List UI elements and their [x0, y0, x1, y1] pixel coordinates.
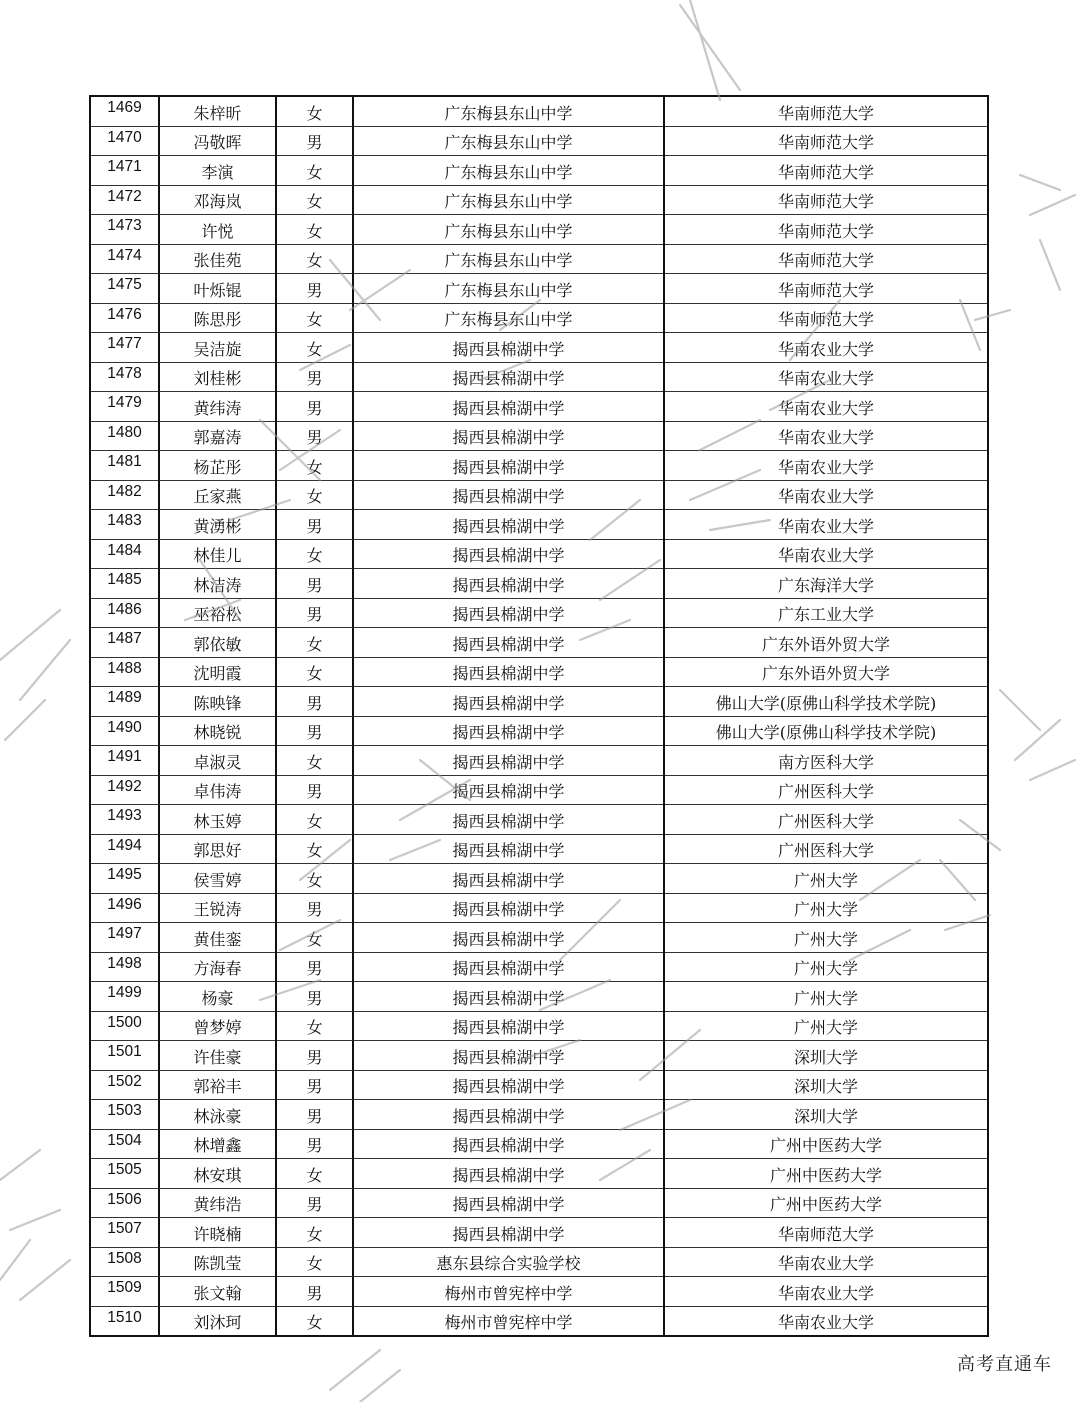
high-school: 揭西县棉湖中学: [353, 1159, 664, 1189]
row-number: 1505: [90, 1159, 159, 1189]
table-row: [90, 215, 988, 245]
high-school: 广东梅县东山中学: [353, 274, 664, 304]
student-gender: 女: [276, 480, 353, 510]
row-number: 1488: [90, 657, 159, 687]
table-row: [90, 687, 988, 717]
student-name: 许悦: [159, 215, 276, 245]
student-name: 丘家燕: [159, 480, 276, 510]
high-school: 揭西县棉湖中学: [353, 834, 664, 864]
student-gender: 男: [276, 775, 353, 805]
student-name: 林洁涛: [159, 569, 276, 599]
student-gender: 男: [276, 716, 353, 746]
student-name: 吴洁旋: [159, 333, 276, 363]
student-name: 林玉婷: [159, 805, 276, 835]
high-school: 揭西县棉湖中学: [353, 952, 664, 982]
student-gender: 男: [276, 1188, 353, 1218]
table-row: [90, 510, 988, 540]
row-number: 1483: [90, 510, 159, 540]
student-name: 林增鑫: [159, 1129, 276, 1159]
student-name: 张佳苑: [159, 244, 276, 274]
admitted-university: 深圳大学: [664, 1100, 988, 1130]
student-name: 王锐涛: [159, 893, 276, 923]
row-number: 1500: [90, 1011, 159, 1041]
table-row: [90, 1159, 988, 1189]
table-row: [90, 1011, 988, 1041]
row-number: 1470: [90, 126, 159, 156]
high-school: 广东梅县东山中学: [353, 185, 664, 215]
row-number: 1489: [90, 687, 159, 717]
row-number: 1498: [90, 952, 159, 982]
table-row: [90, 923, 988, 953]
student-gender: 女: [276, 156, 353, 186]
admitted-university: 广州中医药大学: [664, 1159, 988, 1189]
admitted-university: 华南师范大学: [664, 274, 988, 304]
admitted-university: 华南师范大学: [664, 215, 988, 245]
student-gender: 男: [276, 362, 353, 392]
admitted-university: 广州大学: [664, 923, 988, 953]
student-gender: 女: [276, 215, 353, 245]
student-gender: 男: [276, 1129, 353, 1159]
student-name: 郭裕丰: [159, 1070, 276, 1100]
student-name: 刘沐珂: [159, 1306, 276, 1336]
table-row: [90, 1129, 988, 1159]
table-row: [90, 480, 988, 510]
student-name: 刘桂彬: [159, 362, 276, 392]
row-number: 1478: [90, 362, 159, 392]
high-school: 揭西县棉湖中学: [353, 628, 664, 658]
high-school: 广东梅县东山中学: [353, 156, 664, 186]
student-name: 黄佳銮: [159, 923, 276, 953]
student-gender: 女: [276, 805, 353, 835]
table-row: [90, 539, 988, 569]
table-row: [90, 657, 988, 687]
table-row: [90, 1306, 988, 1336]
row-number: 1485: [90, 569, 159, 599]
student-gender: 男: [276, 893, 353, 923]
table-row: [90, 126, 988, 156]
row-number: 1506: [90, 1188, 159, 1218]
admitted-university: 华南农业大学: [664, 1306, 988, 1336]
row-number: 1469: [90, 96, 159, 126]
admitted-university: 佛山大学(原佛山科学技术学院): [664, 716, 988, 746]
high-school: 揭西县棉湖中学: [353, 982, 664, 1012]
student-gender: 男: [276, 569, 353, 599]
row-number: 1479: [90, 392, 159, 422]
student-name: 许佳豪: [159, 1041, 276, 1071]
student-name: 李演: [159, 156, 276, 186]
admitted-university: 广东工业大学: [664, 598, 988, 628]
student-gender: 男: [276, 1041, 353, 1071]
student-gender: 女: [276, 864, 353, 894]
admitted-university: 广州医科大学: [664, 805, 988, 835]
high-school: 揭西县棉湖中学: [353, 1011, 664, 1041]
admitted-university: 广州大学: [664, 893, 988, 923]
high-school: 揭西县棉湖中学: [353, 775, 664, 805]
high-school: 广东梅县东山中学: [353, 215, 664, 245]
admitted-university: 广东外语外贸大学: [664, 657, 988, 687]
row-number: 1494: [90, 834, 159, 864]
student-name: 陈凯莹: [159, 1247, 276, 1277]
admitted-university: 华南农业大学: [664, 1247, 988, 1277]
row-number: 1507: [90, 1218, 159, 1248]
student-gender: 男: [276, 421, 353, 451]
high-school: 揭西县棉湖中学: [353, 333, 664, 363]
student-name: 卓伟涛: [159, 775, 276, 805]
high-school: 揭西县棉湖中学: [353, 451, 664, 481]
student-gender: 女: [276, 1218, 353, 1248]
row-number: 1501: [90, 1041, 159, 1071]
admitted-university: 广州大学: [664, 864, 988, 894]
admitted-university: 华南农业大学: [664, 510, 988, 540]
student-gender: 女: [276, 1306, 353, 1336]
student-name: 郭嘉涛: [159, 421, 276, 451]
table-row: [90, 893, 988, 923]
table-row: [90, 628, 988, 658]
student-gender: 男: [276, 982, 353, 1012]
student-gender: 女: [276, 96, 353, 126]
row-number: 1490: [90, 716, 159, 746]
admitted-university: 广东海洋大学: [664, 569, 988, 599]
student-gender: 男: [276, 510, 353, 540]
admitted-university: 华南师范大学: [664, 185, 988, 215]
high-school: 揭西县棉湖中学: [353, 746, 664, 776]
student-gender: 女: [276, 303, 353, 333]
high-school: 揭西县棉湖中学: [353, 1129, 664, 1159]
row-number: 1476: [90, 303, 159, 333]
row-number: 1480: [90, 421, 159, 451]
student-gender: 女: [276, 1247, 353, 1277]
admitted-university: 华南农业大学: [664, 451, 988, 481]
admitted-university: 华南农业大学: [664, 421, 988, 451]
high-school: 揭西县棉湖中学: [353, 805, 664, 835]
admitted-university: 华南师范大学: [664, 126, 988, 156]
table-row: [90, 864, 988, 894]
high-school: 揭西县棉湖中学: [353, 539, 664, 569]
student-gender: 女: [276, 451, 353, 481]
high-school: 揭西县棉湖中学: [353, 1041, 664, 1071]
row-number: 1477: [90, 333, 159, 363]
table-row: [90, 805, 988, 835]
row-number: 1472: [90, 185, 159, 215]
student-name: 巫裕松: [159, 598, 276, 628]
table-row: [90, 982, 988, 1012]
student-name: 郭思好: [159, 834, 276, 864]
student-gender: 男: [276, 687, 353, 717]
table-row: [90, 451, 988, 481]
high-school: 揭西县棉湖中学: [353, 687, 664, 717]
student-name: 黄湧彬: [159, 510, 276, 540]
student-gender: 男: [276, 598, 353, 628]
student-name: 沈明霞: [159, 657, 276, 687]
high-school: 广东梅县东山中学: [353, 96, 664, 126]
student-name: 曾梦婷: [159, 1011, 276, 1041]
student-gender: 女: [276, 628, 353, 658]
high-school: 揭西县棉湖中学: [353, 421, 664, 451]
table-row: [90, 244, 988, 274]
admitted-university: 广州大学: [664, 982, 988, 1012]
high-school: 广东梅县东山中学: [353, 244, 664, 274]
student-name: 朱梓昕: [159, 96, 276, 126]
row-number: 1510: [90, 1306, 159, 1336]
high-school: 揭西县棉湖中学: [353, 362, 664, 392]
student-gender: 女: [276, 185, 353, 215]
student-name: 陈思彤: [159, 303, 276, 333]
admitted-university: 南方医科大学: [664, 746, 988, 776]
student-name: 林晓锐: [159, 716, 276, 746]
row-number: 1509: [90, 1277, 159, 1307]
admitted-university: 华南师范大学: [664, 96, 988, 126]
high-school: 揭西县棉湖中学: [353, 569, 664, 599]
admitted-university: 广州医科大学: [664, 775, 988, 805]
table-row: [90, 1277, 988, 1307]
student-gender: 男: [276, 1277, 353, 1307]
student-gender: 女: [276, 539, 353, 569]
student-gender: 男: [276, 1070, 353, 1100]
footer-brand: 高考直通车: [957, 1354, 1052, 1375]
table-row: [90, 775, 988, 805]
high-school: 揭西县棉湖中学: [353, 1188, 664, 1218]
student-gender: 女: [276, 923, 353, 953]
student-name: 黄纬浩: [159, 1188, 276, 1218]
table-row: [90, 1218, 988, 1248]
admitted-university: 深圳大学: [664, 1070, 988, 1100]
table-row: [90, 1188, 988, 1218]
student-name: 侯雪婷: [159, 864, 276, 894]
table-row: [90, 185, 988, 215]
admitted-university: 华南农业大学: [664, 392, 988, 422]
table-row: [90, 156, 988, 186]
table-row: [90, 598, 988, 628]
high-school: 揭西县棉湖中学: [353, 1100, 664, 1130]
admitted-university: 广州中医药大学: [664, 1129, 988, 1159]
table-row: [90, 303, 988, 333]
student-name: 郭依敏: [159, 628, 276, 658]
student-gender: 女: [276, 244, 353, 274]
row-number: 1504: [90, 1129, 159, 1159]
row-number: 1487: [90, 628, 159, 658]
high-school: 揭西县棉湖中学: [353, 923, 664, 953]
row-number: 1474: [90, 244, 159, 274]
student-gender: 女: [276, 333, 353, 363]
admission-list-table: [89, 95, 989, 1337]
student-gender: 女: [276, 834, 353, 864]
table-row: [90, 716, 988, 746]
admitted-university: 华南农业大学: [664, 480, 988, 510]
row-number: 1475: [90, 274, 159, 304]
student-name: 冯敬晖: [159, 126, 276, 156]
row-number: 1492: [90, 775, 159, 805]
high-school: 揭西县棉湖中学: [353, 510, 664, 540]
table-row: [90, 834, 988, 864]
student-name: 杨芷彤: [159, 451, 276, 481]
student-name: 许晓楠: [159, 1218, 276, 1248]
student-name: 林安琪: [159, 1159, 276, 1189]
high-school: 揭西县棉湖中学: [353, 864, 664, 894]
student-name: 张文翰: [159, 1277, 276, 1307]
row-number: 1497: [90, 923, 159, 953]
row-number: 1502: [90, 1070, 159, 1100]
admitted-university: 深圳大学: [664, 1041, 988, 1071]
table-row: [90, 1041, 988, 1071]
student-name: 黄纬涛: [159, 392, 276, 422]
row-number: 1471: [90, 156, 159, 186]
admitted-university: 广州大学: [664, 952, 988, 982]
row-number: 1495: [90, 864, 159, 894]
row-number: 1481: [90, 451, 159, 481]
student-name: 林泳豪: [159, 1100, 276, 1130]
high-school: 广东梅县东山中学: [353, 126, 664, 156]
high-school: 揭西县棉湖中学: [353, 657, 664, 687]
student-gender: 女: [276, 657, 353, 687]
student-gender: 男: [276, 126, 353, 156]
table-row: [90, 333, 988, 363]
row-number: 1473: [90, 215, 159, 245]
high-school: 梅州市曾宪梓中学: [353, 1306, 664, 1336]
table-row: [90, 746, 988, 776]
student-name: 杨豪: [159, 982, 276, 1012]
table-row: [90, 392, 988, 422]
admitted-university: 华南农业大学: [664, 1277, 988, 1307]
high-school: 揭西县棉湖中学: [353, 1218, 664, 1248]
admitted-university: 广东外语外贸大学: [664, 628, 988, 658]
student-gender: 男: [276, 392, 353, 422]
table-body: [90, 96, 988, 1336]
student-gender: 女: [276, 746, 353, 776]
row-number: 1508: [90, 1247, 159, 1277]
high-school: 广东梅县东山中学: [353, 303, 664, 333]
high-school: 揭西县棉湖中学: [353, 598, 664, 628]
table-row: [90, 274, 988, 304]
student-name: 陈映锋: [159, 687, 276, 717]
student-name: 方海春: [159, 952, 276, 982]
row-number: 1491: [90, 746, 159, 776]
student-gender: 男: [276, 274, 353, 304]
high-school: 惠东县综合实验学校: [353, 1247, 664, 1277]
admitted-university: 广州大学: [664, 1011, 988, 1041]
admitted-university: 佛山大学(原佛山科学技术学院): [664, 687, 988, 717]
table-row: [90, 569, 988, 599]
row-number: 1499: [90, 982, 159, 1012]
row-number: 1484: [90, 539, 159, 569]
row-number: 1496: [90, 893, 159, 923]
student-gender: 男: [276, 1100, 353, 1130]
high-school: 揭西县棉湖中学: [353, 716, 664, 746]
high-school: 梅州市曾宪梓中学: [353, 1277, 664, 1307]
table-row: [90, 362, 988, 392]
row-number: 1486: [90, 598, 159, 628]
row-number: 1503: [90, 1100, 159, 1130]
high-school: 揭西县棉湖中学: [353, 392, 664, 422]
table-row: [90, 952, 988, 982]
admitted-university: 华南农业大学: [664, 362, 988, 392]
admitted-university: 广州中医药大学: [664, 1188, 988, 1218]
table-row: [90, 1100, 988, 1130]
admitted-university: 广州医科大学: [664, 834, 988, 864]
row-number: 1482: [90, 480, 159, 510]
student-name: 卓淑灵: [159, 746, 276, 776]
admitted-university: 华南师范大学: [664, 303, 988, 333]
admitted-university: 华南师范大学: [664, 156, 988, 186]
row-number: 1493: [90, 805, 159, 835]
student-gender: 女: [276, 1011, 353, 1041]
table-row: [90, 421, 988, 451]
admitted-university: 华南农业大学: [664, 333, 988, 363]
admitted-university: 华南师范大学: [664, 244, 988, 274]
student-gender: 男: [276, 952, 353, 982]
student-gender: 女: [276, 1159, 353, 1189]
table-row: [90, 1070, 988, 1100]
student-name: 叶烁锟: [159, 274, 276, 304]
admitted-university: 华南师范大学: [664, 1218, 988, 1248]
admitted-university: 华南农业大学: [664, 539, 988, 569]
high-school: 揭西县棉湖中学: [353, 480, 664, 510]
student-name: 邓海岚: [159, 185, 276, 215]
high-school: 揭西县棉湖中学: [353, 893, 664, 923]
table-row: [90, 1247, 988, 1277]
student-name: 林佳儿: [159, 539, 276, 569]
table-row: [90, 96, 988, 126]
high-school: 揭西县棉湖中学: [353, 1070, 664, 1100]
